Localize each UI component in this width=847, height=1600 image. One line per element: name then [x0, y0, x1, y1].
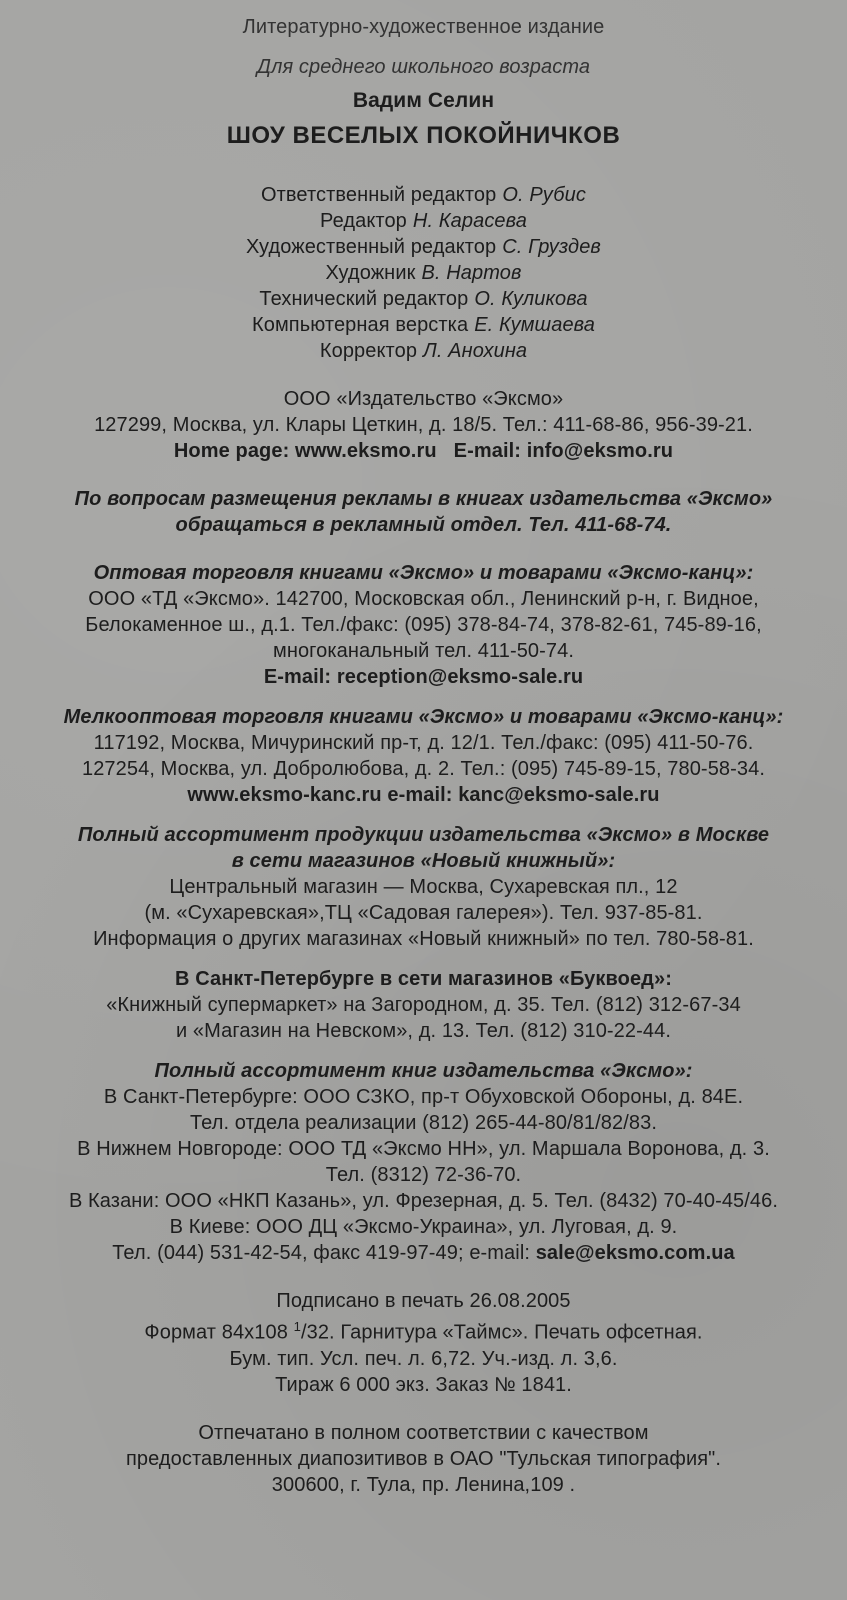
- edition-type: Литературно-художественное издание: [242, 16, 605, 38]
- home-page-link[interactable]: www.eksmo.ru: [295, 440, 437, 462]
- publisher-name: ООО «Издательство «Эксмо»: [283, 388, 564, 410]
- email-label: E-mail:: [453, 440, 522, 462]
- credit-line: [0, 208, 847, 234]
- format-text-rest: /32. Гарнитура «Таймс». Печать офсетная.: [300, 1321, 703, 1344]
- print-details-block: [0, 1288, 847, 1398]
- full-range-line: В Киеве: ООО ДЦ «Эксмо-Украина», ул. Луговая, д. 9.: [169, 1216, 678, 1238]
- moscow-line: (м. «Сухаревская»,ТЦ «Садовая галерея»). Тел. 937-85-81.: [144, 902, 703, 924]
- spb-stores-block: [0, 966, 847, 1044]
- format-sup: 1: [293, 1319, 301, 1334]
- full-range-line: В Казани: ООО «НКП Казань», ул. Фрезерная, д. 5. Тел. (8432) 70-40-45/46.: [68, 1190, 779, 1212]
- author-name: Вадим Селин: [352, 89, 495, 112]
- printer-line: Отпечатано в полном соответствии с качеством: [198, 1421, 649, 1444]
- wholesale-line: Белокаменное ш., д.1. Тел./факс: (095) 378-84-74, 378-82-61, 745-89-16,: [85, 614, 762, 636]
- printer-line: 300600, г. Тула, пр. Ленина,109 .: [271, 1473, 576, 1496]
- full-range-line: В Санкт-Петербурге: ООО СЗКО, пр-т Обуховской Обороны, д. 84Е.: [103, 1086, 744, 1108]
- credit-role: Технический редактор: [259, 288, 469, 310]
- credit-line: [0, 338, 847, 364]
- publisher-address: 127299, Москва, ул. Клары Цеткин, д. 18/5. Тел.: 411-68-86, 956-39-21.: [94, 414, 753, 436]
- moscow-heading: в сети магазинов «Новый книжный»:: [231, 850, 616, 872]
- spb-line: «Книжный супермаркет» на Загородном, д. 35. Тел. (812) 312-67-34: [106, 994, 741, 1016]
- moscow-heading: Полный ассортимент продукции издательства «Эксмо» в Москве: [77, 824, 770, 846]
- print-run-line: Тираж 6 000 экз. Заказ № 1841.: [275, 1373, 572, 1396]
- home-page-label: Home page:: [173, 440, 290, 462]
- credit-role: Ответственный редактор: [261, 184, 497, 206]
- sheets-line: Бум. тип. Усл. печ. л. 6,72. Уч.-изд. л. 3,6.: [229, 1347, 618, 1370]
- book-title: ШОУ ВЕСЕЛЫХ ПОКОЙНИЧКОВ: [226, 122, 621, 149]
- credit-name: Н. Карасева: [412, 210, 527, 232]
- moscow-line: Центральный магазин — Москва, Сухаревская пл., 12: [169, 876, 678, 898]
- credit-line: [0, 234, 847, 260]
- credit-line: [0, 260, 847, 286]
- credit-role: Редактор: [320, 210, 407, 232]
- publisher-block: [0, 386, 847, 464]
- wholesale-heading: Оптовая торговля книгами «Эксмо» и товарами «Эксмо-канц»:: [93, 562, 754, 584]
- kiev-phones: Тел. (044) 531-42-54, факс 419-97-49; e-mail:: [112, 1242, 536, 1264]
- small-wholesale-line: 117192, Москва, Мичуринский пр-т, д. 12/1. Тел./факс: (095) 411-50-76.: [93, 732, 754, 754]
- credit-name: Е. Кумшаева: [474, 314, 595, 336]
- advert-line: обращаться в рекламный отдел. Тел. 411-68-74.: [175, 514, 672, 536]
- credit-line: [0, 286, 847, 312]
- format-text: Формат 84x108: [144, 1321, 294, 1344]
- email-link[interactable]: info@eksmo.ru: [526, 440, 674, 462]
- wholesale-block: [0, 560, 847, 690]
- advert-block: [0, 486, 847, 538]
- credit-name: В. Нартов: [421, 262, 522, 284]
- full-range-line: Тел. отдела реализации (812) 265-44-80/81/82/83.: [189, 1112, 658, 1134]
- publisher-contacts: [0, 438, 847, 464]
- credits-list: [0, 182, 847, 364]
- full-range-line: [0, 1240, 847, 1266]
- audience-note: Для среднего школьного возраста: [256, 56, 591, 78]
- spb-heading: В Санкт-Петербурге в сети магазинов «Буквоед»:: [175, 968, 672, 990]
- credit-role: Художественный редактор: [246, 236, 497, 258]
- credit-role: Художник: [325, 262, 416, 284]
- credit-name: С. Груздев: [502, 236, 601, 258]
- wholesale-line: многоканальный тел. 411-50-74.: [272, 640, 575, 662]
- small-wholesale-contacts[interactable]: www.eksmo-kanc.ru e-mail: kanc@eksmo-sale.ru: [187, 784, 660, 806]
- wholesale-line: ООО «ТД «Эксмо». 142700, Московская обл., Ленинский р-н, г. Видное,: [88, 588, 759, 610]
- credit-line: [0, 182, 847, 208]
- small-wholesale-heading: Мелкооптовая торговля книгами «Эксмо» и товарами «Эксмо-канц»:: [63, 706, 784, 728]
- full-range-line: Тел. (8312) 72-36-70.: [325, 1164, 522, 1186]
- small-wholesale-line: 127254, Москва, ул. Добролюбова, д. 2. Тел.: (095) 745-89-15, 780-58-34.: [81, 758, 766, 780]
- full-range-block: [0, 1058, 847, 1266]
- wholesale-email[interactable]: E-mail: reception@eksmo-sale.ru: [263, 666, 584, 688]
- credit-role: Компьютерная верстка: [251, 314, 469, 336]
- printer-line: предоставленных диапозитивов в ОАО "Тульская типография".: [125, 1447, 722, 1470]
- credit-name: Л. Анохина: [423, 340, 528, 362]
- signed-to-print: Подписано в печать 26.08.2005: [276, 1290, 571, 1312]
- credit-name: О. Рубис: [502, 184, 586, 206]
- format-line: [0, 1314, 847, 1346]
- kiev-email-link[interactable]: sale@eksmo.com.ua: [535, 1242, 735, 1264]
- full-range-heading: Полный ассортимент книг издательства «Эксмо»:: [154, 1060, 693, 1082]
- full-range-line: В Нижнем Новгороде: ООО ТД «Эксмо НН», ул. Маршала Воронова, д. 3.: [77, 1138, 770, 1160]
- credit-line: [0, 312, 847, 338]
- printer-block: [0, 1420, 847, 1498]
- advert-line: По вопросам размещения рекламы в книгах издательства «Эксмо»: [74, 488, 773, 510]
- credit-role: Корректор: [319, 340, 418, 362]
- spb-line: и «Магазин на Невском», д. 13. Тел. (812) 310-22-44.: [176, 1020, 671, 1042]
- moscow-line: Информация о других магазинах «Новый книжный» по тел. 780-58-81.: [93, 928, 754, 950]
- small-wholesale-block: [0, 704, 847, 808]
- credit-name: О. Куликова: [474, 288, 588, 310]
- moscow-stores-block: [0, 822, 847, 952]
